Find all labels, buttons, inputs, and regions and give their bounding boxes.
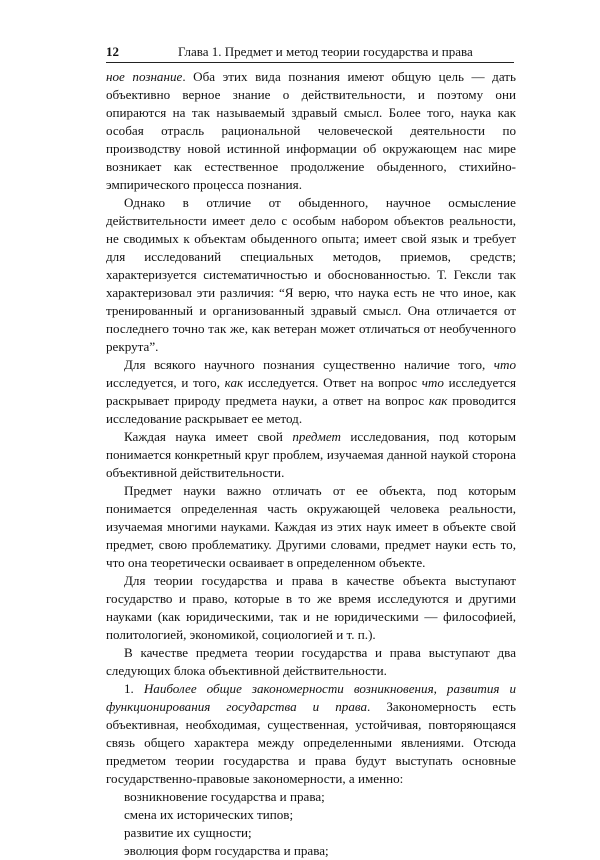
paragraph-text: исследования, под которым понимается конкретный круг проблем, изучаемая данной наукой сторона объективной действительности.	[106, 429, 516, 480]
paragraph-text: Для всякого научного познания существенно наличие того,	[124, 357, 494, 372]
laws-list	[106, 788, 516, 860]
paragraph-text: проводится исследование раскрывает ее метод.	[106, 393, 516, 426]
paragraph-8	[106, 680, 516, 788]
italic-term: как	[428, 393, 448, 408]
list-item: эволюция форм государства и права;	[124, 843, 329, 858]
paragraph-1	[106, 68, 516, 194]
paragraph-3	[106, 356, 516, 428]
italic-term: предмет	[292, 429, 341, 444]
header-rule	[106, 62, 514, 63]
page-body	[106, 68, 516, 860]
italic-term: Наиболее общие закономерности возникновения, развития и функционирования государства и права	[106, 681, 516, 714]
paragraph-7: В качестве предмета теории государства и права выступают два следующих блока объективной действительности.	[106, 645, 516, 678]
paragraph-text: 1.	[124, 681, 144, 696]
paragraph-2: Однако в отличие от обыденного, научное осмысление действительности имеет дело с особым набором объектов реальности, не сводимых к объектам обыденного опыта; имеет свой язык и требует для исследований специальных методов, приемов, средств; характеризуется систематичностью и обоснованностью. Т. Гексли так характеризовал эти различия: “Я верю, что наука есть не что иное, как тренированный и организованный здравый смысл. Она отличается от последнего точно так же, как ветеран может отличаться от необученного рекрута”.	[106, 195, 516, 354]
italic-term: как	[224, 375, 244, 390]
italic-term: ное познание	[106, 69, 183, 84]
paragraph-text: . Оба этих вида познания имеют общую цель — дать объективно верное знание о действительности, и поэтому они опираются на так называемый здравый смысл. Более того, наука как особая отрасль рациональной человеческой деятельности по производству новой истинной информации об окружающем нас мире возникает как естественное продолжение обыденного, стихийно-эмпирического процесса познания.	[106, 69, 516, 192]
italic-term: что	[493, 357, 516, 372]
page-number: 12	[106, 44, 119, 59]
italic-term: что	[421, 375, 444, 390]
paragraph-4	[106, 428, 516, 482]
paragraph-5: Предмет науки важно отличать от ее объекта, под которым понимается определенная часть окружающей человека реальности, изучаемая многими науками. Каждая из этих наук имеет в объекте свой предмет, свою проблематику. Другими словами, предмет науки есть то, что она теоретически осваивает в определенном объекте.	[106, 483, 516, 570]
list-item: смена их исторических типов;	[124, 807, 294, 822]
list-item: возникновение государства и права;	[124, 789, 325, 804]
running-title: Глава 1. Предмет и метод теории государства и права	[178, 44, 473, 59]
paragraph-text: . Закономерность есть объективная, необходимая, существенная, устойчивая, повторяющаяся связь общего характера между определенными явлениями. Отсюда предметом теории государства и права будут выступать основные государственно-правовые закономерности, а именно:	[106, 699, 516, 786]
paragraph-text: исследуется. Ответ на вопрос	[243, 375, 422, 390]
paragraph-text: исследуется, и того,	[106, 375, 225, 390]
paragraph-6: Для теории государства и права в качестве объекта выступают государство и право, которые в то же время исследуются и другими науками (как юридическими, так и не юридическими — философией, политологией, экономикой, социологией и т. п.).	[106, 573, 516, 642]
page-header	[106, 44, 514, 64]
paragraph-text: исследуется раскрывает природу предмета науки, а ответ на вопрос	[106, 375, 516, 408]
paragraph-text: Каждая наука имеет свой	[124, 429, 293, 444]
list-item: развитие их сущности;	[124, 825, 252, 840]
